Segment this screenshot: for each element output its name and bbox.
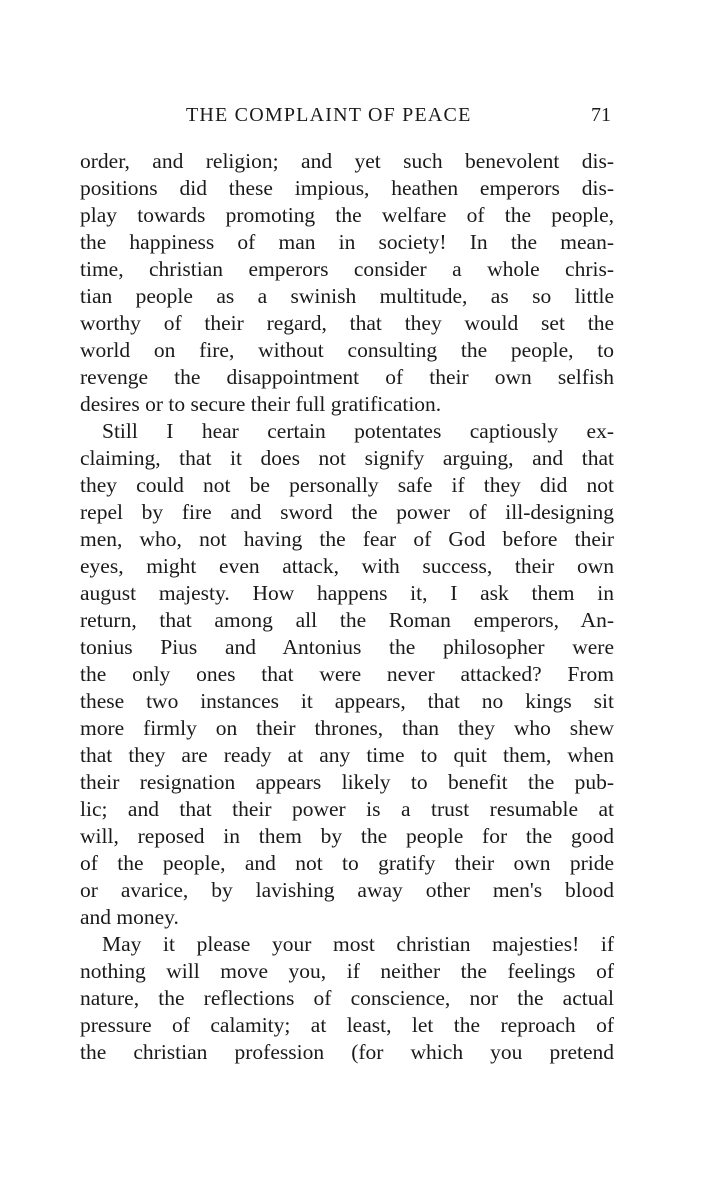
text-line: the only ones that were never attacked? From xyxy=(80,662,614,686)
text-line: august majesty. How happens it, I ask them in xyxy=(80,581,614,605)
running-title: THE COMPLAINT OF PEACE xyxy=(186,104,472,126)
text-line: or avarice, by lavishing away other men's blood xyxy=(80,878,614,902)
running-header xyxy=(186,104,611,132)
text-line: nothing will move you, if neither the feelings of xyxy=(80,959,614,983)
paragraph xyxy=(80,418,614,931)
text-line: order, and religion; and yet such benevolent dis- xyxy=(80,149,614,173)
text-line: time, christian emperors consider a whole chris- xyxy=(80,257,614,281)
body-text xyxy=(80,148,614,1066)
text-line: tonius Pius and Antonius the philosopher were xyxy=(80,635,614,659)
text-line: of the people, and not to gratify their own pride xyxy=(80,851,614,875)
text-line: positions did these impious, heathen emperors dis- xyxy=(80,176,614,200)
text-line: worthy of their regard, that they would set the xyxy=(80,311,614,335)
text-line: these two instances it appears, that no kings sit xyxy=(80,689,614,713)
text-line: pressure of calamity; at least, let the reproach of xyxy=(80,1013,614,1037)
text-line: men, who, not having the fear of God before their xyxy=(80,527,614,551)
paragraph xyxy=(80,148,614,418)
text-line: nature, the reflections of conscience, nor the actual xyxy=(80,986,614,1010)
text-line: their resignation appears likely to benefit the pub- xyxy=(80,770,614,794)
text-line: play towards promoting the welfare of the people, xyxy=(80,203,614,227)
text-line: lic; and that their power is a trust resumable at xyxy=(80,797,614,821)
text-line: world on fire, without consulting the people, to xyxy=(80,338,614,362)
text-line: they could not be personally safe if they did not xyxy=(80,473,614,497)
text-line: more firmly on their thrones, than they who shew xyxy=(80,716,614,740)
text-line: Still I hear certain potentates captiously ex- xyxy=(102,419,614,443)
text-line: and money. xyxy=(80,905,179,929)
text-line: desires or to secure their full gratification. xyxy=(80,392,442,416)
text-line: will, reposed in them by the people for the good xyxy=(80,824,614,848)
text-line: May it please your most christian majesties! if xyxy=(102,932,614,956)
text-line: tian people as a swinish multitude, as so little xyxy=(80,284,614,308)
text-line: that they are ready at any time to quit them, when xyxy=(80,743,614,767)
paragraph xyxy=(80,931,614,1066)
text-line: claiming, that it does not signify arguing, and that xyxy=(80,446,614,470)
text-line: eyes, might even attack, with success, their own xyxy=(80,554,614,578)
page-number: 71 xyxy=(591,104,611,126)
text-line: revenge the disappointment of their own selfish xyxy=(80,365,614,389)
text-line: the christian profession (for which you pretend xyxy=(80,1040,614,1064)
text-line: the happiness of man in society! In the mean- xyxy=(80,230,614,254)
text-line: repel by fire and sword the power of ill-designing xyxy=(80,500,614,524)
text-line: return, that among all the Roman emperors, An- xyxy=(80,608,614,632)
